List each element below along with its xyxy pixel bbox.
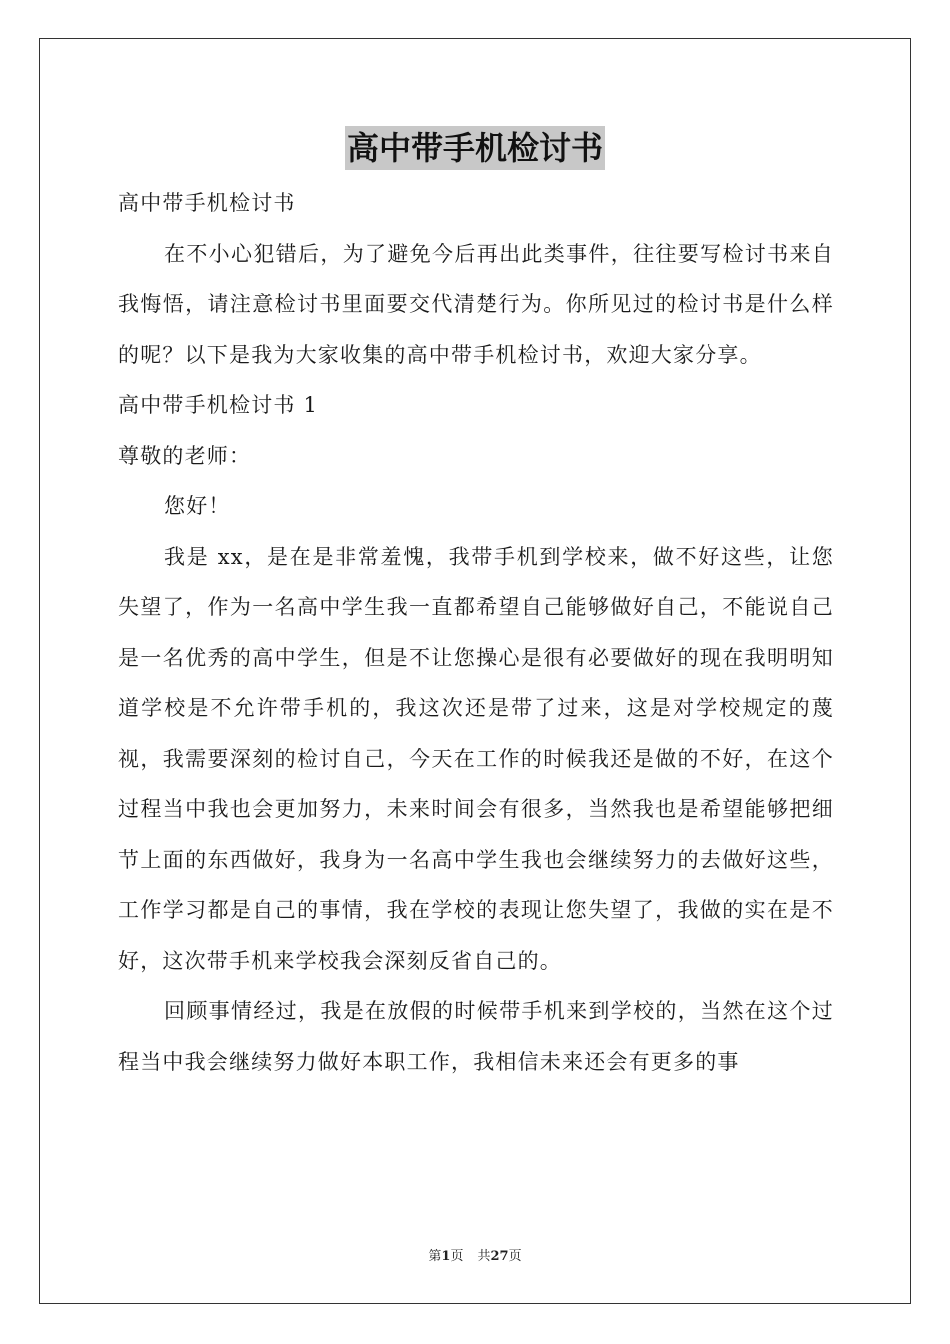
page-unit: 页 <box>450 1249 464 1264</box>
document-title: 高中带手机检讨书 <box>345 126 605 170</box>
paragraph: 高中带手机检讨书 <box>118 191 296 215</box>
greeting: 您好！ <box>164 494 231 518</box>
salutation: 尊敬的老师： <box>118 443 252 468</box>
paragraph: 在不小心犯错后，为了避免今后再出此类事件，往往要写检讨书来自我悔悟，请注意检讨书里面要交代清楚行为。你所见过的检讨书是什么样的呢？以下是我为大家收集的高中带手机检讨书，欢迎大家分享。 <box>118 241 834 367</box>
document-body <box>118 178 834 1087</box>
page-total: 27 <box>490 1249 509 1264</box>
page-prefix: 第 <box>428 1249 442 1264</box>
total-prefix: 共 <box>477 1249 491 1264</box>
page-footer <box>0 1248 950 1266</box>
section-heading: 高中带手机检讨书 1 <box>118 393 319 417</box>
page-current: 1 <box>441 1249 451 1264</box>
title-area <box>0 126 950 170</box>
paragraph: 我是 xx，是在是非常羞愧，我带手机到学校来，做不好这些，让您失望了，作为一名高中学生我一直都希望自己能够做好自己，不能说自己是一名优秀的高中学生，但是不让您操心是很有必要做好的现在我明明知道学校是不允许带手机的，我这次还是带了过来，这是对学校规定的蔑视，我需要深刻的检讨自己，今天在工作的时候我还是做的不好，在这个过程当中我也会更加努力，未来时间会有很多，当然我也是希望能够把细节上面的东西做好，我身为一名高中学生我也会继续努力的去做好这些，工作学习都是自己的事情，我在学校的表现让您失望了，我做的实在是不好，这次带手机来学校我会深刻反省自己的。 <box>118 544 834 973</box>
total-unit: 页 <box>508 1249 522 1264</box>
paragraph: 回顾事情经过，我是在放假的时候带手机来到学校的，当然在这个过程当中我会继续努力做好本职工作，我相信未来还会有更多的事 <box>118 999 834 1074</box>
